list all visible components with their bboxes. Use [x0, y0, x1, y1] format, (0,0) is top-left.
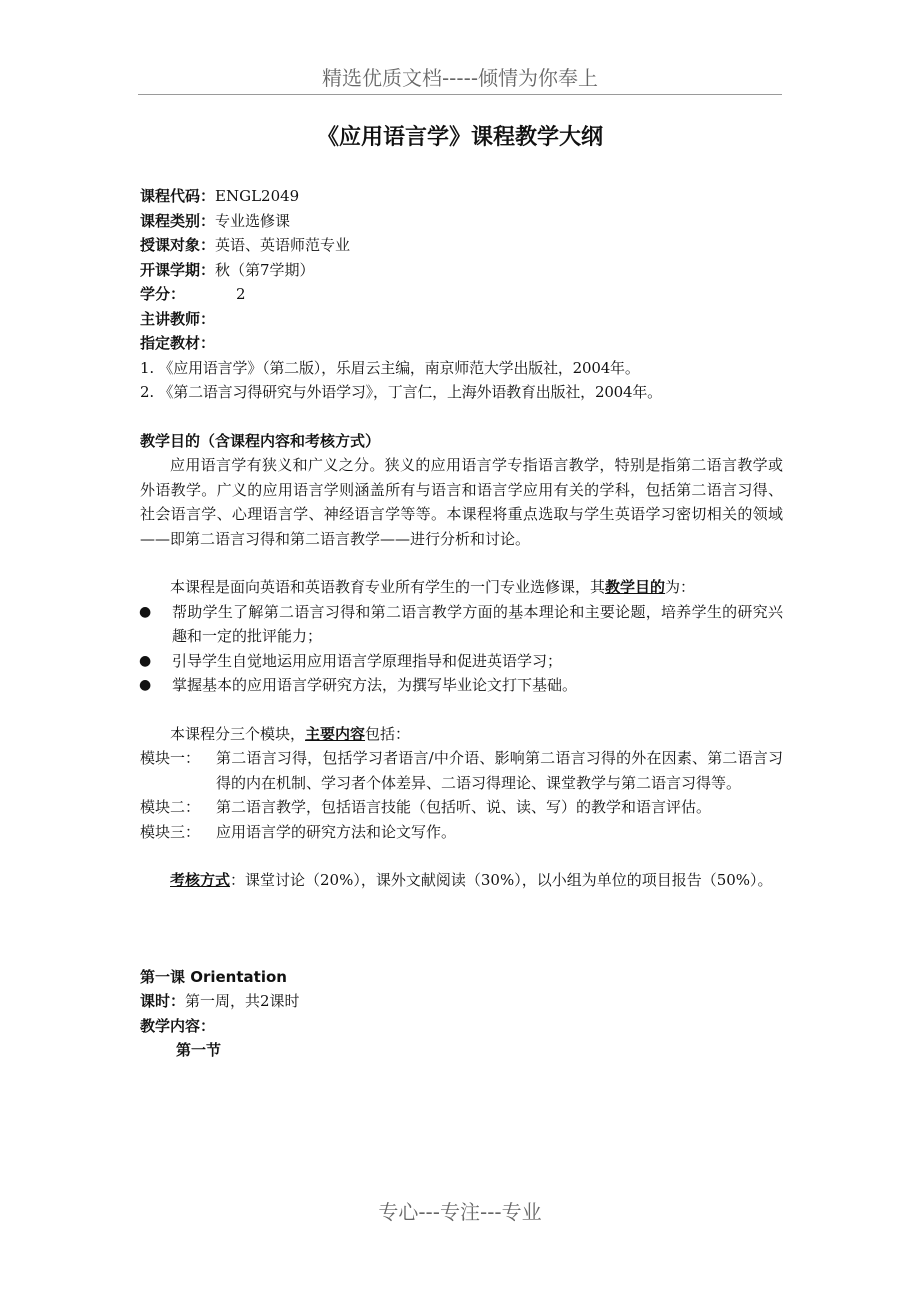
lesson-content-label: 教学内容： [140, 1016, 216, 1035]
course-code-value: ENGL2049 [215, 187, 300, 205]
purpose-bullet-text: 帮助学生了解第二语言习得和第二语言教学方面的基本理论和主要论题，培养学生的研究兴趣和一定的批评能力； [172, 602, 783, 645]
lesson-title: 第一课 Orientation [140, 967, 287, 986]
lesson-hours-value: 第一周，共2课时 [185, 992, 300, 1010]
course-credit-label: 学分： [140, 285, 186, 303]
course-textbook-label: 指定教材： [140, 334, 216, 352]
assessment-paragraph [140, 868, 783, 893]
lesson-section: 第一节 [176, 1041, 222, 1059]
page-header: 精选优质文档-----倾情为你奉上 [321, 66, 599, 90]
course-textbook-row [140, 331, 783, 356]
assessment-text: ：课堂讨论（20%），课外文献阅读（30%），以小组为单位的项目报告（50%）。 [230, 871, 773, 889]
course-teacher-row [140, 307, 783, 332]
textbook-item: 2. 《第二语言习得研究与外语学习》，丁言仁，上海外语教育出版社，2004年。 [140, 383, 662, 401]
module-text: 第二语言习得，包括学习者语言/中介语、影响第二语言习得的外在因素、第二语言习得的内在机制、学习者个体差异、二语习得理论、课堂教学与第二语言习得等。 [216, 749, 783, 792]
lesson-content-row [140, 1014, 783, 1039]
course-code-label: 课程代码： [140, 187, 216, 205]
course-credit-value: 2 [236, 285, 246, 303]
module-item [140, 795, 783, 820]
objective-heading: 教学目的（含课程内容和考核方式） [140, 431, 381, 450]
course-term-label: 开课学期： [140, 260, 216, 279]
course-type-row [140, 209, 783, 234]
module-label: 模块三： [140, 822, 201, 841]
module-text: 第二语言教学，包括语言技能（包括听、说、读、写）的教学和语言评估。 [216, 798, 712, 816]
course-type-label: 课程类别： [140, 211, 216, 230]
purpose-bullet-item [140, 673, 783, 698]
course-term-row [140, 258, 783, 283]
course-type-value: 专业选修课 [215, 211, 291, 230]
course-teacher-label: 主讲教师： [140, 309, 216, 328]
lesson-hours-row [140, 989, 783, 1014]
objective-intro: 应用语言学有狭义和广义之分。狭义的应用语言学专指语言教学，特别是指第二语言教学或外语教学。广义的应用语言学则涵盖所有与语言和语言学应用有关的学科，包括第二语言习得、社会语言学、心理语言学、神经语言学等等。本课程将重点选取与学生英语学习密切相关的领域——即第二语言习得和第二语言教学——进行分析和讨论。 [140, 456, 783, 548]
purpose-list [140, 600, 783, 698]
course-code-row [140, 184, 783, 209]
content-prefix: 本课程分三个模块， [170, 724, 306, 743]
module-text: 应用语言学的研究方法和论文写作。 [216, 822, 457, 841]
purpose-bullet-item [140, 649, 783, 674]
purpose-suffix: 为： [665, 578, 696, 596]
course-target-value: 英语、英语师范专业 [215, 236, 351, 254]
course-credit-row [140, 282, 783, 307]
purpose-prefix: 本课程是面向英语和英语教育专业所有学生的一门专业选修课，其 [170, 578, 606, 596]
page-footer: 专心---专注---专业 [378, 1200, 542, 1224]
module-item [140, 820, 783, 845]
purpose-keyword: 教学目的 [605, 578, 666, 596]
document-title: 《应用语言学》课程教学大纲 [316, 125, 603, 150]
content-suffix: 包括： [365, 724, 411, 743]
course-target-row [140, 233, 783, 258]
assessment-keyword: 考核方式 [170, 871, 231, 889]
document-body [140, 184, 783, 1063]
course-target-label: 授课对象： [140, 236, 216, 254]
lesson-title-row [140, 965, 783, 990]
lesson-section-row [140, 1038, 783, 1063]
bullet-dot-icon: ● [139, 677, 152, 693]
purpose-bullet-item [140, 600, 783, 649]
lesson-hours-label: 课时： [140, 992, 186, 1010]
content-keyword: 主要内容 [305, 724, 366, 743]
bullet-dot-icon: ● [139, 652, 152, 669]
purpose-bullet-text: 掌握基本的应用语言学研究方法，为撰写毕业论文打下基础。 [172, 676, 578, 694]
module-item [140, 746, 783, 795]
course-term-value: 秋（第7学期） [215, 260, 315, 279]
purpose-paragraph [140, 575, 783, 600]
textbook-item: 1. 《应用语言学》（第二版），乐眉云主编，南京师范大学出版社，2004年。 [140, 358, 640, 377]
module-label: 模块一： [140, 749, 201, 767]
module-label: 模块二： [140, 798, 201, 816]
header-divider [138, 94, 782, 95]
content-paragraph [140, 722, 783, 747]
bullet-dot-icon: ● [139, 603, 152, 620]
purpose-bullet-text: 引导学生自觉地运用应用语言学原理指导和促进英语学习； [172, 651, 563, 670]
